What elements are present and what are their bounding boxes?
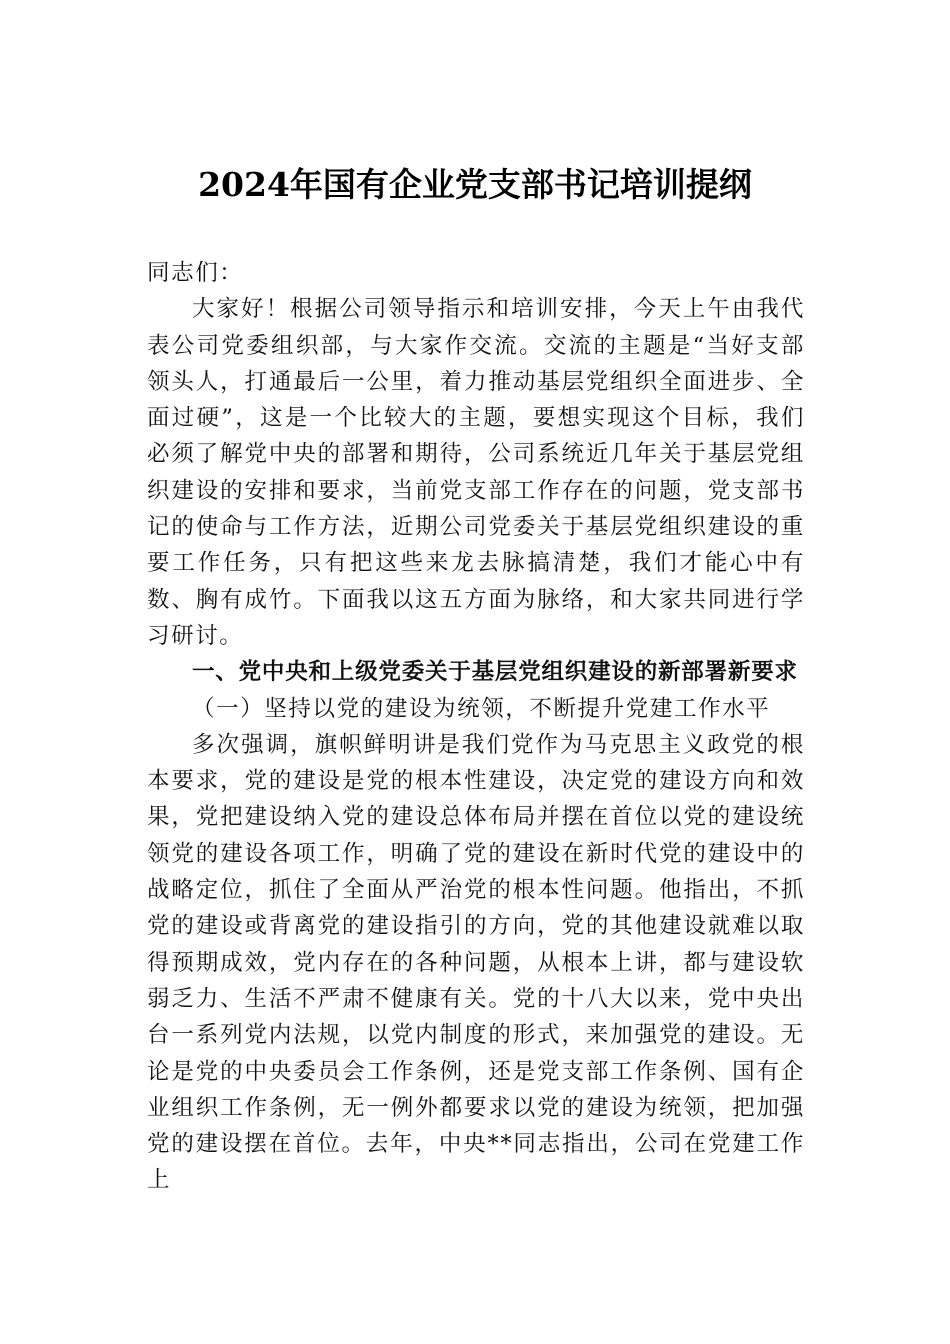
document-body xyxy=(147,255,805,1199)
intro-paragraph: 大家好！根据公司领导指示和培训安排，今天上午由我代表公司党委组织部，与大家作交流。交流的主题是“当好支部领头人，打通最后一公里，着力推动基层党组织全面进步、全面过硬”，这是一个比较大的主题，要想实现这个目标，我们必须了解党中央的部署和期待，公司系统近几年关于基层党组织建设的安排和要求，当前党支部工作存在的问题，党支部书记的使命与工作方法，近期公司党委关于基层党组织建设的重要工作任务，只有把这些来龙去脉搞清楚，我们才能心中有数、胸有成竹。下面我以这五方面为脉络，和大家共同进行学习研讨。 xyxy=(147,296,805,649)
subsection-heading-1: （一）坚持以党的建设为统领，不断提升党建工作水平 xyxy=(192,695,771,722)
section-heading-1: 一、党中央和上级党委关于基层党组织建设的新部署新要求 xyxy=(192,659,798,686)
salutation: 同志们： xyxy=(147,260,244,286)
body-paragraph-1: 多次强调，旗帜鲜明讲是我们党作为马克思主义政党的根本要求，党的建设是党的根本性建设，决定党的建设方向和效果，党把建设纳入党的建设总体布局并摆在首位以党的建设统领党的建设各项工作，明确了党的建设在新时代党的建设中的战略定位，抓住了全面从严治党的根本性问题。他指出，不抓党的建设或背离党的建设指引的方向，党的其他建设就难以取得预期成效，党内存在的各种问题，从根本上讲，都与建设软弱乏力、生活不严肃不健康有关。党的十八大以来，党中央出台一系列党内法规，以党内制度的形式，来加强党的建设。无论是党的中央委员会工作条例，还是党支部工作条例、国有企业组织工作条例，无一例外都要求以党的建设为统领，把加强党的建设摆在首位。去年，中央**同志指出，公司在党建工作上 xyxy=(147,731,805,1194)
document-title: 2024年国有企业党支部书记培训提纲 xyxy=(198,165,752,204)
